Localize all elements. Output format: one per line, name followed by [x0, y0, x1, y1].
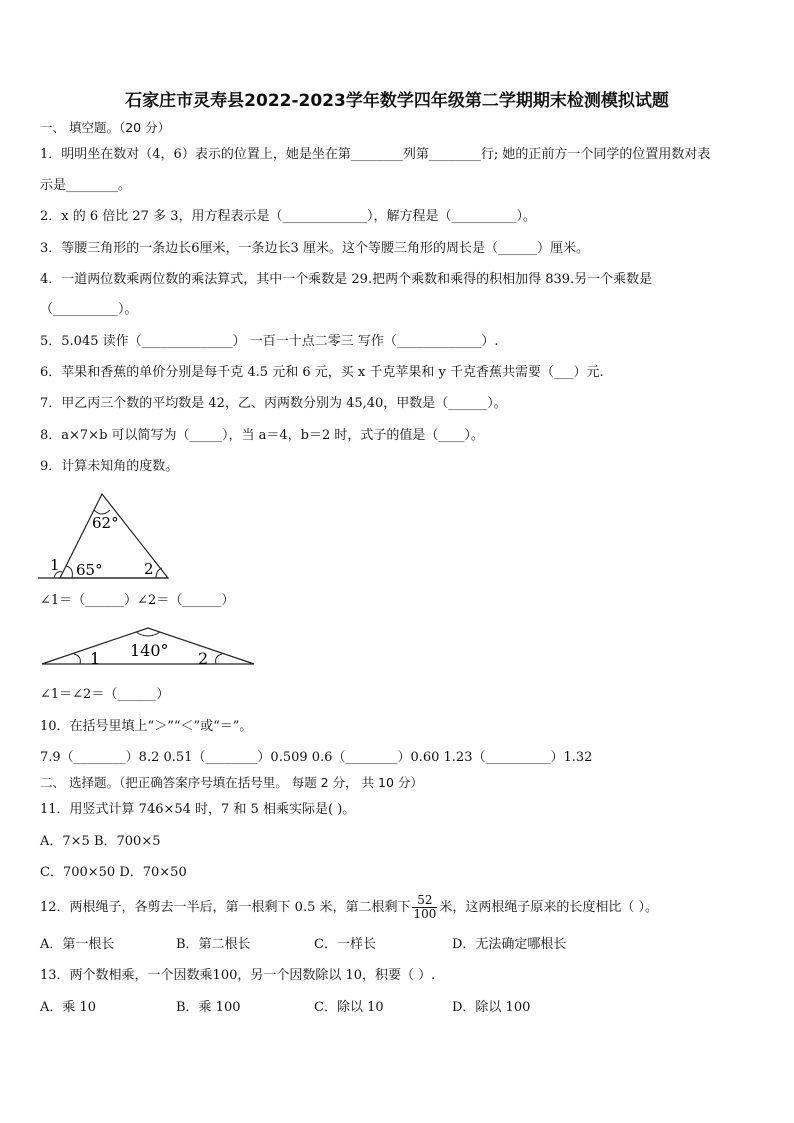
tri1-left-label: 1: [50, 556, 60, 574]
fraction-numerator: 52: [412, 894, 437, 908]
question-12-text-before: 12．两根绳子，各剪去一半后，第一根剩下 0.5 米，第二根剩下: [40, 900, 411, 915]
tri1-top-angle: 62°: [92, 514, 119, 532]
section-heading-fill-blank: 一、 填空题。（20 分）: [40, 120, 171, 135]
question-7: 7．甲乙丙三个数的平均数是 42，乙、丙两数分别为 45,40，甲数是（______）。: [40, 396, 507, 411]
question-12-option-a: A．第一根长: [40, 937, 115, 952]
question-6: 6．苹果和香蕉的单价分别是每千克 4.5 元和 6 元，买 x 千克苹果和 y 千克香蕉共需要（___）元.: [40, 365, 604, 380]
question-13-option-b: B．乘 100: [176, 1000, 241, 1015]
page-title: 石家庄市灵寿县2022-2023学年数学四年级第二学期期末检测模拟试题: [125, 91, 669, 111]
question-9: 9．计算未知角的度数。: [40, 459, 179, 474]
fraction-52-100: [412, 894, 437, 921]
fraction-denominator: 100: [413, 907, 437, 921]
question-11-options-2: C．700×50 D．70×50: [40, 865, 187, 880]
question-13-option-c: C．除以 10: [314, 1000, 384, 1015]
tri2-top-angle: 140°: [130, 641, 169, 660]
triangle-figure-1: [36, 490, 176, 582]
section-heading-choice: 二、 选择题。（把正确答案序号填在括号里。 每题 2 分， 共 10 分）: [40, 775, 423, 790]
tri2-right-label: 2: [198, 649, 209, 668]
question-2: 2．x 的 6 倍比 27 多 3，用方程表示是（_____________），解方程是（__________）。: [40, 209, 536, 224]
triangle-figure-2: [38, 624, 258, 668]
question-3: 3．等腰三角形的一条边长6厘米，一条边长3 厘米。这个等腰三角形的周长是（______）厘米。: [40, 241, 589, 256]
question-10: 10．在括号里填上“＞”“＜”或“＝”。: [40, 719, 253, 734]
question-13-option-a: A．乘 10: [40, 1000, 97, 1015]
question-12: [40, 890, 658, 926]
question-8: 8．a×7×b 可以简写为（_____），当 a＝4，b＝2 时，式子的值是（____）。: [40, 428, 484, 443]
question-13-option-d: D．除以 100: [452, 1000, 531, 1015]
question-10-comparisons: 7.9（________）8.2 0.51（________）0.509 0.6（________）0.60 1.23（__________）1.32: [40, 750, 593, 765]
question-12-option-c: C．一样长: [314, 937, 376, 952]
question-9-answer-1: ∠1＝（______）∠2＝（______）: [40, 593, 235, 608]
question-11-options-1: A．7×5 B．700×5: [40, 834, 161, 849]
tri1-right-label: 2: [144, 560, 154, 578]
question-12-option-b: B．第二根长: [176, 937, 251, 952]
question-11: 11．用竖式计算 746×54 时，7 和 5 相乘实际是( )。: [40, 802, 356, 817]
tri2-left-label: 1: [90, 649, 101, 668]
question-5: 5．5.045 读作（______________） 一百一十点二零三 写作（_____________）.: [40, 334, 499, 349]
tri1-base-angle: 65°: [76, 561, 103, 579]
question-4-line-2: （__________）。: [40, 302, 138, 317]
question-4-line-1: 4．一道两位数乘两位数的乘法算式，其中一个乘数是 29.把两个乘数和乘得的积相加得 839.另一个乘数是: [40, 272, 653, 287]
question-1-line-1: 1．明明坐在数对（4，6）表示的位置上，她是坐在第________列第________行; 她的正前方一个同学的位置用数对表: [40, 147, 711, 162]
question-9-answer-2: ∠1＝∠2＝（______）: [40, 687, 170, 702]
question-1-line-2: 示是________。: [40, 178, 132, 193]
question-12-text-after: 米，这两根绳子原来的长度相比（ ）。: [439, 900, 659, 915]
question-13: 13．两个数相乘，一个因数乘100，另一个因数除以 10，积要（ ）.: [40, 968, 436, 983]
question-12-option-d: D．无法确定哪根长: [452, 937, 567, 952]
